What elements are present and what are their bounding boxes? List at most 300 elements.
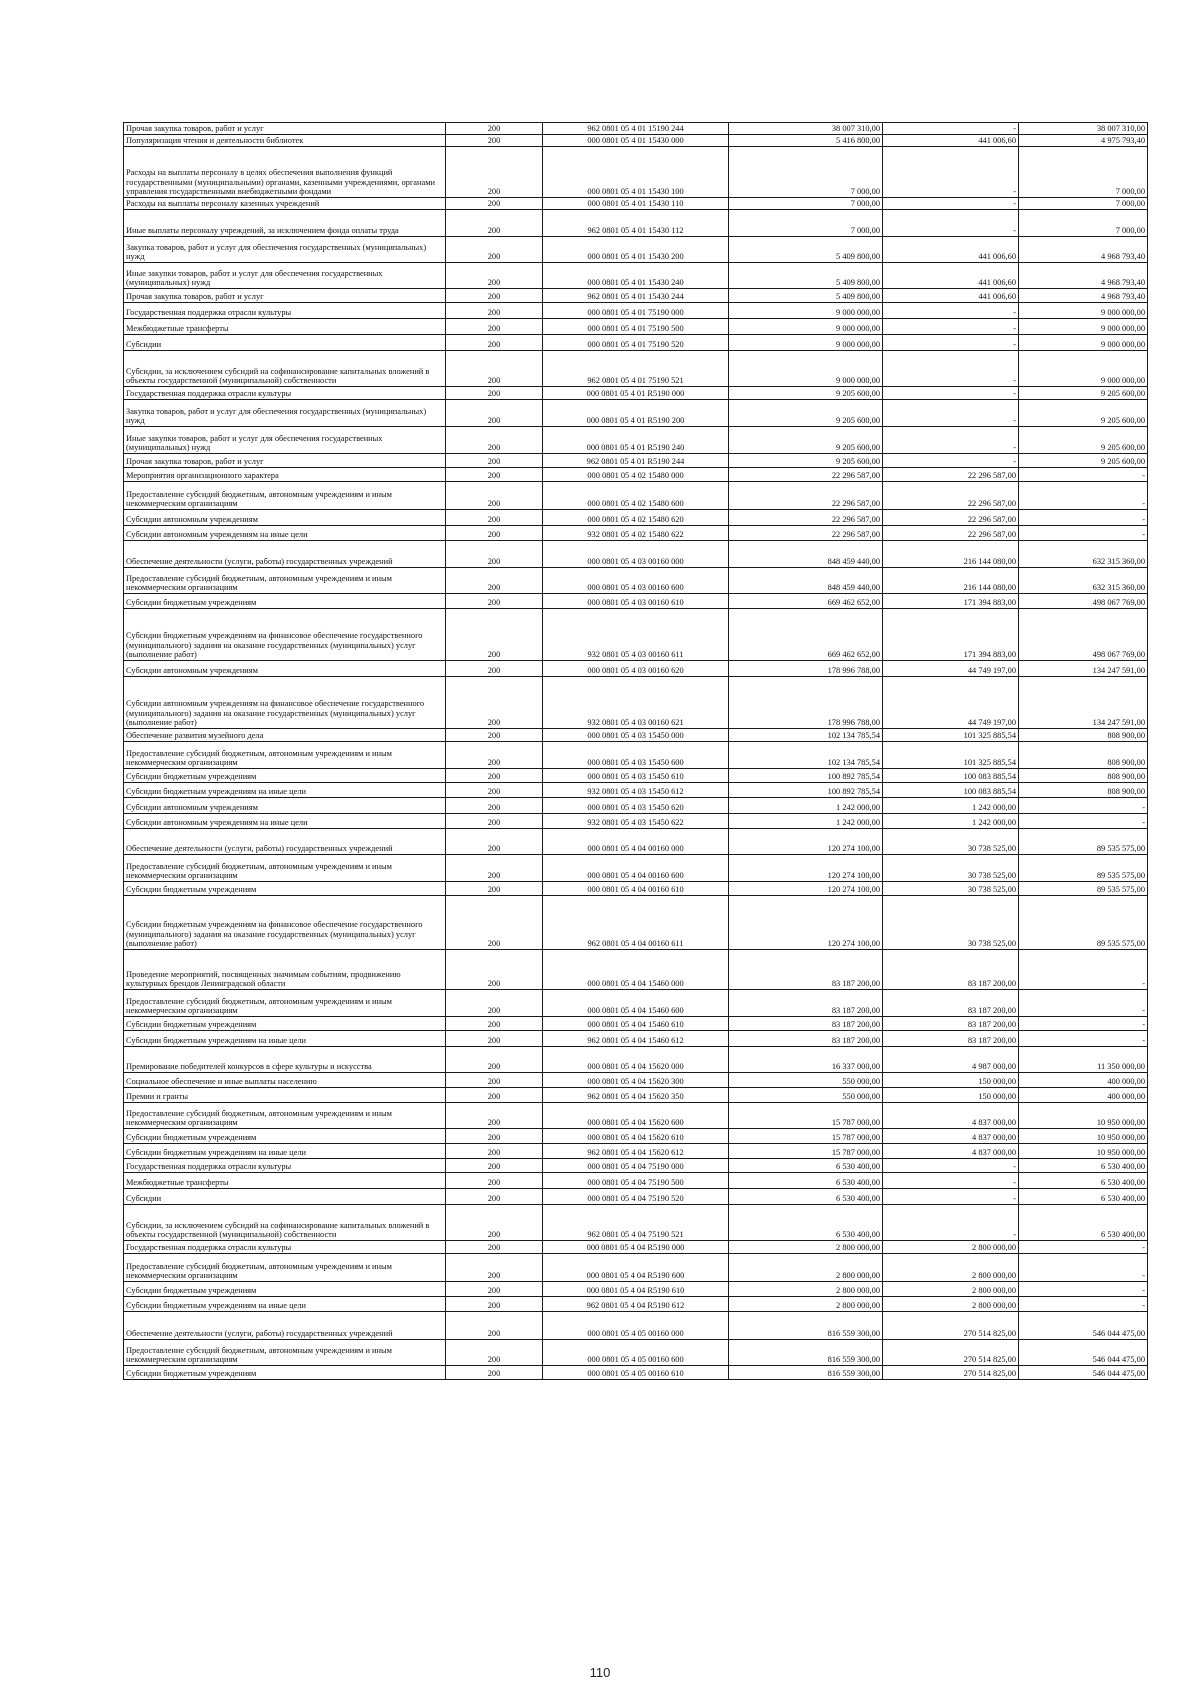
row-kbk-cell: 000 0801 05 4 05 00160 610 bbox=[543, 1366, 729, 1380]
table-row bbox=[124, 1282, 1148, 1297]
table-row bbox=[124, 594, 1148, 609]
row-unexecuted-cell: - bbox=[1019, 1282, 1148, 1297]
table-body bbox=[124, 123, 1148, 1380]
row-approved-cell: 83 187 200,00 bbox=[729, 990, 883, 1017]
row-name-cell: Обеспечение деятельности (услуги, работы) государственных учреждений bbox=[124, 541, 446, 568]
row-approved-cell: 9 000 000,00 bbox=[729, 303, 883, 319]
row-unexecuted-cell: 7 000,00 bbox=[1019, 147, 1148, 198]
row-code-cell: 200 bbox=[446, 1031, 543, 1047]
row-code-cell: 200 bbox=[446, 335, 543, 351]
row-unexecuted-cell: 6 530 400,00 bbox=[1019, 1159, 1148, 1173]
row-approved-cell: 102 134 785,54 bbox=[729, 729, 883, 742]
row-name-cell: Субсидии бюджетным учреждениям bbox=[124, 1366, 446, 1380]
table-row bbox=[124, 1144, 1148, 1159]
row-code-cell: 200 bbox=[446, 1241, 543, 1254]
row-executed-cell: 83 187 200,00 bbox=[883, 950, 1019, 990]
row-kbk-cell: 000 0801 05 4 02 15480 620 bbox=[543, 510, 729, 526]
row-executed-cell: 22 296 587,00 bbox=[883, 510, 1019, 526]
row-unexecuted-cell: 10 950 000,00 bbox=[1019, 1129, 1148, 1144]
row-name-cell: Закупка товаров, работ и услуг для обеспечения государственных (муниципальных) нужд bbox=[124, 400, 446, 427]
row-name-cell: Субсидии бюджетным учреждениям на иные цели bbox=[124, 1297, 446, 1312]
row-code-cell: 200 bbox=[446, 1103, 543, 1129]
row-kbk-cell: 000 0801 05 4 04 15460 610 bbox=[543, 1017, 729, 1031]
row-kbk-cell: 000 0801 05 4 03 15450 000 bbox=[543, 729, 729, 742]
row-unexecuted-cell: 9 000 000,00 bbox=[1019, 303, 1148, 319]
row-executed-cell: 100 083 885,54 bbox=[883, 769, 1019, 783]
table-row bbox=[124, 1366, 1148, 1380]
row-name-cell: Государственная поддержка отрасли культуры bbox=[124, 1241, 446, 1254]
row-unexecuted-cell: 4 968 793,40 bbox=[1019, 237, 1148, 263]
row-name-cell: Субсидии бюджетным учреждениям bbox=[124, 769, 446, 783]
table-row bbox=[124, 1312, 1148, 1340]
row-kbk-cell: 000 0801 05 4 01 15430 100 bbox=[543, 147, 729, 198]
row-unexecuted-cell: 400 000,00 bbox=[1019, 1073, 1148, 1088]
row-executed-cell: 270 514 825,00 bbox=[883, 1366, 1019, 1380]
row-name-cell: Субсидии автономным учреждениям на финансовое обеспечение государственного (муниципального) задания на оказание государственных (муниципальных) услуг (выполнение работ) bbox=[124, 677, 446, 729]
row-approved-cell: 550 000,00 bbox=[729, 1073, 883, 1088]
row-kbk-cell: 962 0801 05 4 04 75190 521 bbox=[543, 1205, 729, 1241]
row-approved-cell: 83 187 200,00 bbox=[729, 1031, 883, 1047]
row-kbk-cell: 000 0801 05 4 04 15620 300 bbox=[543, 1073, 729, 1088]
row-name-cell: Субсидии bbox=[124, 1189, 446, 1205]
row-executed-cell: 101 325 885,54 bbox=[883, 742, 1019, 769]
row-unexecuted-cell: 89 535 575,00 bbox=[1019, 829, 1148, 855]
row-kbk-cell: 962 0801 05 4 01 R5190 244 bbox=[543, 454, 729, 468]
row-executed-cell: 83 187 200,00 bbox=[883, 1017, 1019, 1031]
table-row bbox=[124, 526, 1148, 541]
row-executed-cell: 30 738 525,00 bbox=[883, 882, 1019, 896]
table-row bbox=[124, 855, 1148, 882]
row-kbk-cell: 000 0801 05 4 01 R5190 200 bbox=[543, 400, 729, 427]
row-kbk-cell: 000 0801 05 4 02 15480 600 bbox=[543, 482, 729, 510]
row-unexecuted-cell: 498 067 769,00 bbox=[1019, 609, 1148, 661]
row-approved-cell: 9 000 000,00 bbox=[729, 335, 883, 351]
row-unexecuted-cell: 89 535 575,00 bbox=[1019, 855, 1148, 882]
row-kbk-cell: 000 0801 05 4 04 75190 000 bbox=[543, 1159, 729, 1173]
row-code-cell: 200 bbox=[446, 594, 543, 609]
row-kbk-cell: 000 0801 05 4 01 75190 520 bbox=[543, 335, 729, 351]
row-code-cell: 200 bbox=[446, 351, 543, 387]
row-name-cell: Субсидии бюджетным учреждениям bbox=[124, 882, 446, 896]
row-kbk-cell: 000 0801 05 4 04 R5190 600 bbox=[543, 1254, 729, 1282]
table-row bbox=[124, 1241, 1148, 1254]
row-name-cell: Государственная поддержка отрасли культуры bbox=[124, 1159, 446, 1173]
row-approved-cell: 102 134 785,54 bbox=[729, 742, 883, 769]
row-kbk-cell: 000 0801 05 4 01 15430 110 bbox=[543, 198, 729, 210]
table-row bbox=[124, 783, 1148, 798]
row-executed-cell: 83 187 200,00 bbox=[883, 1031, 1019, 1047]
row-unexecuted-cell: 134 247 591,00 bbox=[1019, 661, 1148, 677]
row-unexecuted-cell: - bbox=[1019, 798, 1148, 814]
row-approved-cell: 6 530 400,00 bbox=[729, 1159, 883, 1173]
row-executed-cell: 4 837 000,00 bbox=[883, 1129, 1019, 1144]
row-kbk-cell: 000 0801 05 4 04 15620 600 bbox=[543, 1103, 729, 1129]
row-unexecuted-cell: 632 315 360,00 bbox=[1019, 568, 1148, 594]
row-code-cell: 200 bbox=[446, 482, 543, 510]
row-code-cell: 200 bbox=[446, 303, 543, 319]
row-approved-cell: 2 800 000,00 bbox=[729, 1241, 883, 1254]
row-approved-cell: 669 462 652,00 bbox=[729, 594, 883, 609]
table-row bbox=[124, 387, 1148, 400]
row-code-cell: 200 bbox=[446, 1173, 543, 1189]
row-approved-cell: 9 205 600,00 bbox=[729, 387, 883, 400]
row-executed-cell: - bbox=[883, 427, 1019, 454]
row-kbk-cell: 000 0801 05 4 03 00160 610 bbox=[543, 594, 729, 609]
table-row bbox=[124, 1088, 1148, 1103]
row-executed-cell: 4 837 000,00 bbox=[883, 1103, 1019, 1129]
row-unexecuted-cell: 89 535 575,00 bbox=[1019, 882, 1148, 896]
row-approved-cell: 120 274 100,00 bbox=[729, 882, 883, 896]
row-name-cell: Субсидии бюджетным учреждениям bbox=[124, 1282, 446, 1297]
row-name-cell: Предоставление субсидий бюджетным, автономным учреждениям и иным некоммерческим организациям bbox=[124, 568, 446, 594]
row-approved-cell: 5 409 800,00 bbox=[729, 263, 883, 289]
row-kbk-cell: 932 0801 05 4 03 15450 612 bbox=[543, 783, 729, 798]
row-kbk-cell: 000 0801 05 4 03 00160 600 bbox=[543, 568, 729, 594]
row-kbk-cell: 000 0801 05 4 03 15450 610 bbox=[543, 769, 729, 783]
row-kbk-cell: 962 0801 05 4 04 15620 612 bbox=[543, 1144, 729, 1159]
row-unexecuted-cell: 89 535 575,00 bbox=[1019, 896, 1148, 950]
row-kbk-cell: 000 0801 05 4 05 00160 000 bbox=[543, 1312, 729, 1340]
table-row bbox=[124, 427, 1148, 454]
row-code-cell: 200 bbox=[446, 1129, 543, 1144]
row-name-cell: Предоставление субсидий бюджетным, автономным учреждениям и иным некоммерческим организациям bbox=[124, 1103, 446, 1129]
row-approved-cell: 550 000,00 bbox=[729, 1088, 883, 1103]
row-kbk-cell: 962 0801 05 4 04 15460 612 bbox=[543, 1031, 729, 1047]
row-kbk-cell: 962 0801 05 4 01 15430 112 bbox=[543, 210, 729, 237]
row-unexecuted-cell: - bbox=[1019, 1254, 1148, 1282]
row-executed-cell: 216 144 080,00 bbox=[883, 568, 1019, 594]
table-row bbox=[124, 1189, 1148, 1205]
report-sheet bbox=[123, 122, 1147, 1380]
row-code-cell: 200 bbox=[446, 541, 543, 568]
row-code-cell: 200 bbox=[446, 742, 543, 769]
row-kbk-cell: 962 0801 05 4 01 15430 244 bbox=[543, 289, 729, 303]
row-executed-cell: 2 800 000,00 bbox=[883, 1241, 1019, 1254]
row-name-cell: Субсидии бюджетным учреждениям на иные цели bbox=[124, 783, 446, 798]
row-name-cell: Субсидии автономным учреждениям bbox=[124, 661, 446, 677]
row-approved-cell: 9 205 600,00 bbox=[729, 454, 883, 468]
table-row bbox=[124, 1340, 1148, 1366]
row-kbk-cell: 000 0801 05 4 04 00160 000 bbox=[543, 829, 729, 855]
table-row bbox=[124, 1103, 1148, 1129]
table-row bbox=[124, 896, 1148, 950]
row-code-cell: 200 bbox=[446, 468, 543, 482]
row-kbk-cell: 000 0801 05 4 04 15460 600 bbox=[543, 990, 729, 1017]
table-row bbox=[124, 769, 1148, 783]
row-unexecuted-cell: 400 000,00 bbox=[1019, 1088, 1148, 1103]
row-approved-cell: 120 274 100,00 bbox=[729, 896, 883, 950]
row-approved-cell: 816 559 300,00 bbox=[729, 1340, 883, 1366]
row-unexecuted-cell: 6 530 400,00 bbox=[1019, 1205, 1148, 1241]
row-name-cell: Обеспечение развития музейного дела bbox=[124, 729, 446, 742]
row-code-cell: 200 bbox=[446, 1205, 543, 1241]
table-row bbox=[124, 568, 1148, 594]
row-executed-cell: - bbox=[883, 303, 1019, 319]
table-row bbox=[124, 1205, 1148, 1241]
row-name-cell: Популяризация чтения и деятельности библиотек bbox=[124, 135, 446, 147]
table-row bbox=[124, 882, 1148, 896]
row-approved-cell: 120 274 100,00 bbox=[729, 855, 883, 882]
row-approved-cell: 100 892 785,54 bbox=[729, 783, 883, 798]
table-row bbox=[124, 468, 1148, 482]
row-approved-cell: 16 337 000,00 bbox=[729, 1047, 883, 1073]
row-executed-cell: 44 749 197,00 bbox=[883, 677, 1019, 729]
row-executed-cell: 2 800 000,00 bbox=[883, 1282, 1019, 1297]
row-executed-cell: 101 325 885,54 bbox=[883, 729, 1019, 742]
row-name-cell: Иные закупки товаров, работ и услуг для обеспечения государственных (муниципальных) нужд bbox=[124, 427, 446, 454]
row-name-cell: Прочая закупка товаров, работ и услуг bbox=[124, 289, 446, 303]
row-name-cell: Государственная поддержка отрасли культуры bbox=[124, 387, 446, 400]
row-executed-cell: 1 242 000,00 bbox=[883, 798, 1019, 814]
row-executed-cell: 441 006,60 bbox=[883, 237, 1019, 263]
row-name-cell: Субсидии бюджетным учреждениям bbox=[124, 594, 446, 609]
row-kbk-cell: 000 0801 05 4 04 15460 000 bbox=[543, 950, 729, 990]
row-kbk-cell: 000 0801 05 4 04 15620 000 bbox=[543, 1047, 729, 1073]
row-code-cell: 200 bbox=[446, 510, 543, 526]
row-code-cell: 200 bbox=[446, 135, 543, 147]
row-executed-cell: - bbox=[883, 351, 1019, 387]
row-code-cell: 200 bbox=[446, 123, 543, 135]
row-code-cell: 200 bbox=[446, 454, 543, 468]
row-code-cell: 200 bbox=[446, 400, 543, 427]
row-code-cell: 200 bbox=[446, 1159, 543, 1173]
row-executed-cell: 2 800 000,00 bbox=[883, 1254, 1019, 1282]
row-approved-cell: 15 787 000,00 bbox=[729, 1103, 883, 1129]
table-row bbox=[124, 609, 1148, 661]
row-unexecuted-cell: - bbox=[1019, 526, 1148, 541]
row-name-cell: Субсидии автономным учреждениям bbox=[124, 510, 446, 526]
row-unexecuted-cell: 808 900,00 bbox=[1019, 729, 1148, 742]
row-code-cell: 200 bbox=[446, 729, 543, 742]
row-executed-cell: 22 296 587,00 bbox=[883, 468, 1019, 482]
row-kbk-cell: 000 0801 05 4 05 00160 600 bbox=[543, 1340, 729, 1366]
row-kbk-cell: 962 0801 05 4 04 00160 611 bbox=[543, 896, 729, 950]
row-code-cell: 200 bbox=[446, 1144, 543, 1159]
row-approved-cell: 6 530 400,00 bbox=[729, 1205, 883, 1241]
row-kbk-cell: 000 0801 05 4 01 75190 500 bbox=[543, 319, 729, 335]
row-code-cell: 200 bbox=[446, 1073, 543, 1088]
row-kbk-cell: 962 0801 05 4 01 15190 244 bbox=[543, 123, 729, 135]
row-executed-cell: - bbox=[883, 147, 1019, 198]
row-approved-cell: 178 996 788,00 bbox=[729, 661, 883, 677]
row-approved-cell: 9 000 000,00 bbox=[729, 351, 883, 387]
row-kbk-cell: 000 0801 05 4 01 75190 000 bbox=[543, 303, 729, 319]
row-executed-cell: 83 187 200,00 bbox=[883, 990, 1019, 1017]
row-executed-cell: 30 738 525,00 bbox=[883, 896, 1019, 950]
row-executed-cell: 44 749 197,00 bbox=[883, 661, 1019, 677]
row-unexecuted-cell: 9 000 000,00 bbox=[1019, 319, 1148, 335]
row-unexecuted-cell: - bbox=[1019, 468, 1148, 482]
row-name-cell: Субсидии, за исключением субсидий на софинансирование капитальных вложений в объекты государственной (муниципальной) собственности bbox=[124, 1205, 446, 1241]
row-executed-cell: 441 006,60 bbox=[883, 135, 1019, 147]
row-unexecuted-cell: 9 205 600,00 bbox=[1019, 400, 1148, 427]
row-unexecuted-cell: - bbox=[1019, 1241, 1148, 1254]
row-code-cell: 200 bbox=[446, 609, 543, 661]
row-code-cell: 200 bbox=[446, 990, 543, 1017]
row-executed-cell: 441 006,60 bbox=[883, 289, 1019, 303]
row-unexecuted-cell: - bbox=[1019, 950, 1148, 990]
row-unexecuted-cell: 808 900,00 bbox=[1019, 769, 1148, 783]
row-executed-cell: 2 800 000,00 bbox=[883, 1297, 1019, 1312]
row-unexecuted-cell: 10 950 000,00 bbox=[1019, 1144, 1148, 1159]
row-executed-cell: 22 296 587,00 bbox=[883, 526, 1019, 541]
table-row bbox=[124, 147, 1148, 198]
row-name-cell: Иные закупки товаров, работ и услуг для обеспечения государственных (муниципальных) нужд bbox=[124, 263, 446, 289]
row-unexecuted-cell: 4 968 793,40 bbox=[1019, 289, 1148, 303]
table-row bbox=[124, 829, 1148, 855]
table-row bbox=[124, 510, 1148, 526]
row-approved-cell: 9 000 000,00 bbox=[729, 319, 883, 335]
row-approved-cell: 669 462 652,00 bbox=[729, 609, 883, 661]
row-name-cell: Предоставление субсидий бюджетным, автономным учреждениям и иным некоммерческим организациям bbox=[124, 1254, 446, 1282]
table-row bbox=[124, 950, 1148, 990]
table-row bbox=[124, 661, 1148, 677]
row-unexecuted-cell: - bbox=[1019, 1031, 1148, 1047]
row-executed-cell: 441 006,60 bbox=[883, 263, 1019, 289]
row-kbk-cell: 962 0801 05 4 04 R5190 612 bbox=[543, 1297, 729, 1312]
row-name-cell: Межбюджетные трансферты bbox=[124, 1173, 446, 1189]
row-executed-cell: - bbox=[883, 1189, 1019, 1205]
row-unexecuted-cell: 7 000,00 bbox=[1019, 210, 1148, 237]
row-approved-cell: 7 000,00 bbox=[729, 198, 883, 210]
table-row bbox=[124, 198, 1148, 210]
row-name-cell: Премирование победителей конкурсов в сфере культуры и искусства bbox=[124, 1047, 446, 1073]
row-approved-cell: 816 559 300,00 bbox=[729, 1366, 883, 1380]
table-row bbox=[124, 335, 1148, 351]
row-name-cell: Расходы на выплаты персоналу в целях обеспечения выполнения функций государственными (муниципальными) органами, казенными учреждениями, органами управления государственными внебюджетными фондами bbox=[124, 147, 446, 198]
row-name-cell: Государственная поддержка отрасли культуры bbox=[124, 303, 446, 319]
row-name-cell: Субсидии bbox=[124, 335, 446, 351]
row-code-cell: 200 bbox=[446, 568, 543, 594]
row-name-cell: Субсидии бюджетным учреждениям bbox=[124, 1129, 446, 1144]
row-code-cell: 200 bbox=[446, 798, 543, 814]
row-code-cell: 200 bbox=[446, 829, 543, 855]
row-name-cell: Обеспечение деятельности (услуги, работы) государственных учреждений bbox=[124, 1312, 446, 1340]
row-unexecuted-cell: 38 007 310,00 bbox=[1019, 123, 1148, 135]
row-executed-cell: 4 987 000,00 bbox=[883, 1047, 1019, 1073]
row-unexecuted-cell: - bbox=[1019, 482, 1148, 510]
row-approved-cell: 9 205 600,00 bbox=[729, 427, 883, 454]
row-name-cell: Субсидии, за исключением субсидий на софинансирование капитальных вложений в объекты государственной (муниципальной) собственности bbox=[124, 351, 446, 387]
table-row bbox=[124, 541, 1148, 568]
row-executed-cell: - bbox=[883, 1205, 1019, 1241]
row-kbk-cell: 000 0801 05 4 03 15450 600 bbox=[543, 742, 729, 769]
row-approved-cell: 9 205 600,00 bbox=[729, 400, 883, 427]
row-name-cell: Предоставление субсидий бюджетным, автономным учреждениям и иным некоммерческим организациям bbox=[124, 855, 446, 882]
row-approved-cell: 83 187 200,00 bbox=[729, 1017, 883, 1031]
row-executed-cell: 30 738 525,00 bbox=[883, 855, 1019, 882]
row-kbk-cell: 000 0801 05 4 03 15450 620 bbox=[543, 798, 729, 814]
row-kbk-cell: 962 0801 05 4 04 15620 350 bbox=[543, 1088, 729, 1103]
table-row bbox=[124, 351, 1148, 387]
row-code-cell: 200 bbox=[446, 1282, 543, 1297]
row-unexecuted-cell: 9 000 000,00 bbox=[1019, 351, 1148, 387]
row-executed-cell: - bbox=[883, 1159, 1019, 1173]
row-approved-cell: 120 274 100,00 bbox=[729, 829, 883, 855]
row-approved-cell: 83 187 200,00 bbox=[729, 950, 883, 990]
row-name-cell: Закупка товаров, работ и услуг для обеспечения государственных (муниципальных) нужд bbox=[124, 237, 446, 263]
row-code-cell: 200 bbox=[446, 1047, 543, 1073]
table-row bbox=[124, 289, 1148, 303]
row-unexecuted-cell: 498 067 769,00 bbox=[1019, 594, 1148, 609]
row-approved-cell: 15 787 000,00 bbox=[729, 1129, 883, 1144]
row-executed-cell: 150 000,00 bbox=[883, 1088, 1019, 1103]
table-row bbox=[124, 210, 1148, 237]
row-unexecuted-cell: 546 044 475,00 bbox=[1019, 1340, 1148, 1366]
row-unexecuted-cell: 808 900,00 bbox=[1019, 742, 1148, 769]
row-name-cell: Иные выплаты персоналу учреждений, за исключением фонда оплаты труда bbox=[124, 210, 446, 237]
row-name-cell: Социальное обеспечение и иные выплаты населению bbox=[124, 1073, 446, 1088]
row-code-cell: 200 bbox=[446, 526, 543, 541]
row-kbk-cell: 000 0801 05 4 04 15620 610 bbox=[543, 1129, 729, 1144]
row-approved-cell: 178 996 788,00 bbox=[729, 677, 883, 729]
row-name-cell: Обеспечение деятельности (услуги, работы) государственных учреждений bbox=[124, 829, 446, 855]
row-code-cell: 200 bbox=[446, 677, 543, 729]
table-row bbox=[124, 1254, 1148, 1282]
row-approved-cell: 22 296 587,00 bbox=[729, 526, 883, 541]
table-row bbox=[124, 123, 1148, 135]
row-kbk-cell: 000 0801 05 4 01 15430 200 bbox=[543, 237, 729, 263]
row-unexecuted-cell: 10 950 000,00 bbox=[1019, 1103, 1148, 1129]
table-row bbox=[124, 1159, 1148, 1173]
table-row bbox=[124, 1031, 1148, 1047]
row-code-cell: 200 bbox=[446, 1254, 543, 1282]
row-unexecuted-cell: 546 044 475,00 bbox=[1019, 1366, 1148, 1380]
row-unexecuted-cell: - bbox=[1019, 1017, 1148, 1031]
row-code-cell: 200 bbox=[446, 427, 543, 454]
row-executed-cell: 30 738 525,00 bbox=[883, 829, 1019, 855]
row-code-cell: 200 bbox=[446, 263, 543, 289]
row-kbk-cell: 932 0801 05 4 03 00160 621 bbox=[543, 677, 729, 729]
row-kbk-cell: 000 0801 05 4 03 00160 620 bbox=[543, 661, 729, 677]
row-name-cell: Субсидии автономным учреждениям на иные цели bbox=[124, 526, 446, 541]
table-row bbox=[124, 482, 1148, 510]
row-kbk-cell: 932 0801 05 4 02 15480 622 bbox=[543, 526, 729, 541]
row-name-cell: Субсидии бюджетным учреждениям bbox=[124, 1017, 446, 1031]
row-executed-cell: - bbox=[883, 198, 1019, 210]
table-row bbox=[124, 677, 1148, 729]
row-approved-cell: 2 800 000,00 bbox=[729, 1282, 883, 1297]
row-approved-cell: 6 530 400,00 bbox=[729, 1173, 883, 1189]
row-executed-cell: - bbox=[883, 387, 1019, 400]
row-unexecuted-cell: 6 530 400,00 bbox=[1019, 1173, 1148, 1189]
table-row bbox=[124, 798, 1148, 814]
table-row bbox=[124, 303, 1148, 319]
row-executed-cell: - bbox=[883, 335, 1019, 351]
row-approved-cell: 22 296 587,00 bbox=[729, 482, 883, 510]
row-kbk-cell: 000 0801 05 4 04 75190 520 bbox=[543, 1189, 729, 1205]
row-code-cell: 200 bbox=[446, 1340, 543, 1366]
row-approved-cell: 22 296 587,00 bbox=[729, 468, 883, 482]
row-kbk-cell: 932 0801 05 4 03 15450 622 bbox=[543, 814, 729, 829]
table-row bbox=[124, 814, 1148, 829]
row-code-cell: 200 bbox=[446, 896, 543, 950]
row-name-cell: Субсидии бюджетным учреждениям на иные цели bbox=[124, 1031, 446, 1047]
row-name-cell: Субсидии автономным учреждениям bbox=[124, 798, 446, 814]
row-code-cell: 200 bbox=[446, 769, 543, 783]
row-code-cell: 200 bbox=[446, 1088, 543, 1103]
row-code-cell: 200 bbox=[446, 319, 543, 335]
row-unexecuted-cell: 9 205 600,00 bbox=[1019, 454, 1148, 468]
row-code-cell: 200 bbox=[446, 661, 543, 677]
row-executed-cell: 270 514 825,00 bbox=[883, 1312, 1019, 1340]
table-row bbox=[124, 400, 1148, 427]
row-name-cell: Предоставление субсидий бюджетным, автономным учреждениям и иным некоммерческим организациям bbox=[124, 1340, 446, 1366]
row-code-cell: 200 bbox=[446, 147, 543, 198]
row-kbk-cell: 000 0801 05 4 01 15430 000 bbox=[543, 135, 729, 147]
table-row bbox=[124, 1017, 1148, 1031]
row-code-cell: 200 bbox=[446, 950, 543, 990]
